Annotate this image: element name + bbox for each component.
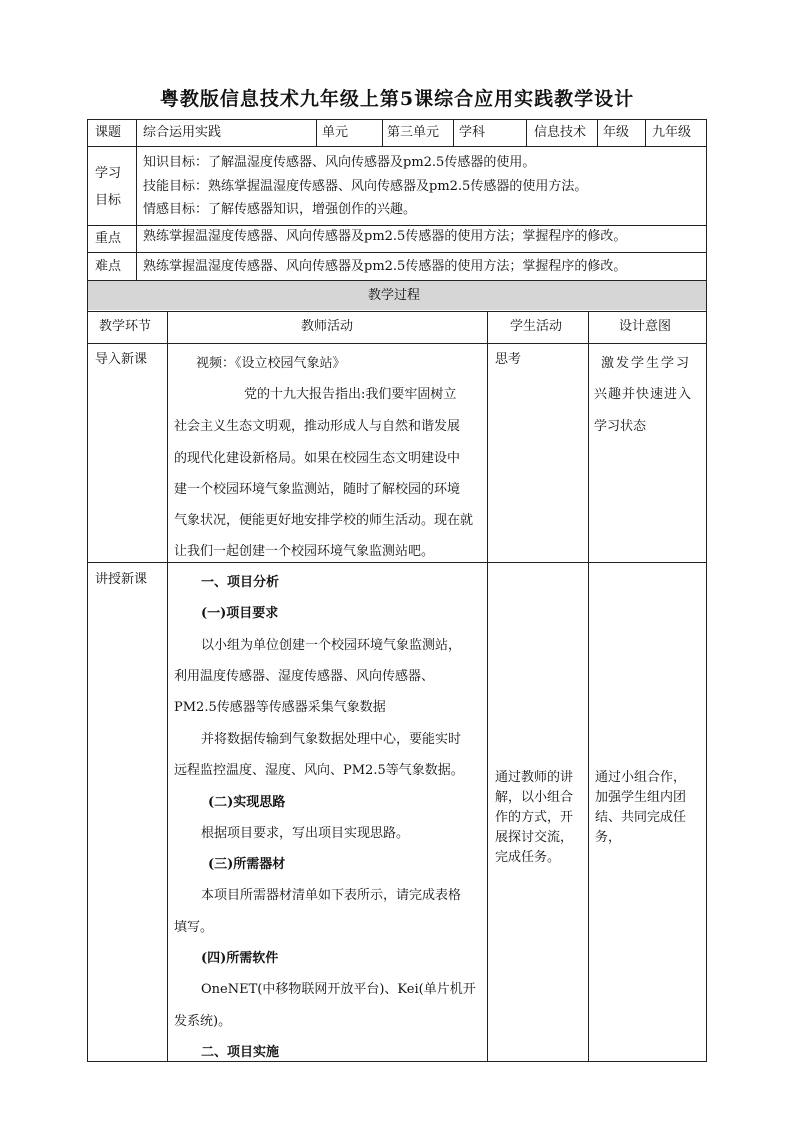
lecture-subheading: (三)所需器材	[208, 857, 286, 872]
label-subject: 学科	[459, 125, 486, 140]
key-point-text: 熟练掌握温湿度传感器、风向传感器及pm2.5传感器的使用方法；掌握程序的修改。	[143, 229, 627, 244]
objective-knowledge: 知识目标：了解温湿度传感器、风向传感器及pm2.5传感器的使用。	[143, 155, 536, 170]
intro-stage: 导入新课	[95, 352, 148, 367]
lecture-teacher-line: OneNET(中移物联网开放平台)、Kei(单片机开	[201, 982, 476, 997]
document-title: 粤教版信息技术九年级上第5课综合应用实践教学设计	[159, 88, 635, 110]
lecture-heading: 一、项目分析	[201, 575, 280, 590]
intro-student: 思考	[495, 352, 522, 367]
intro-teacher-line: 社会主义生态文明观，推动形成人与自然和谐发展	[174, 419, 461, 434]
lecture-teacher-line: 以小组为单位创建一个校园环境气象监测站，	[201, 638, 462, 653]
lecture-intent-line: 务，	[595, 830, 622, 845]
lecture-student-line: 展探讨交流，	[495, 830, 574, 845]
lecture-student-line: 完成任务。	[495, 850, 561, 865]
objective-skill: 技能目标：熟练掌握温湿度传感器、风向传感器及pm2.5传感器的使用方法。	[143, 179, 588, 194]
difficulty-text: 熟练掌握温湿度传感器、风向传感器及pm2.5传感器的使用方法；掌握程序的修改。	[143, 259, 627, 274]
lecture-teacher-line: 填写。	[174, 920, 214, 935]
lecture-intent-line: 加强学生组内团	[595, 790, 687, 805]
column-intent: 设计意图	[619, 319, 672, 334]
intro-intent-line: 兴趣并快速进入	[594, 387, 693, 402]
objectives-label-line2: 目标	[95, 193, 122, 208]
lecture-stage: 讲授新课	[95, 572, 148, 587]
column-stage: 教学环节	[99, 319, 152, 334]
lecture-subheading: (二)实现思路	[208, 795, 286, 810]
grade-value: 九年级	[652, 125, 692, 140]
intro-intent-line: 激发学生学习	[601, 356, 692, 371]
lecture-student-line: 解，以小组合	[495, 790, 574, 805]
key-point-label: 重点	[95, 231, 122, 246]
lecture-student-line: 作的方式，开	[495, 810, 574, 825]
lecture-teacher-line: 利用温度传感器、湿度传感器、风向传感器、	[174, 669, 435, 684]
intro-teacher-line: 建一个校园环境气象监测站，随时了解校园的环境	[174, 482, 461, 497]
lecture-intent-line: 结、共同完成任	[595, 810, 687, 825]
lecture-subheading: (四)所需软件	[201, 951, 279, 966]
lecture-student-line: 通过教师的讲	[495, 770, 574, 785]
unit-value: 第三单元	[387, 125, 440, 140]
objective-emotion: 情感目标：了解传感器知识，增强创作的兴趣。	[143, 202, 417, 217]
lecture-teacher-line: 根据项目要求，写出项目实现思路。	[201, 826, 410, 841]
column-teacher: 教师活动	[301, 319, 354, 334]
lecture-teacher-line: 发系统)。	[174, 1014, 232, 1029]
lecture-teacher-line: PM2.5传感器等传感器采集气象数据	[174, 700, 386, 715]
intro-teacher-line: 党的十九大报告指出:我们要牢固树立	[244, 387, 457, 402]
lecture-subheading: (一)项目要求	[201, 606, 279, 621]
label-grade: 年级	[603, 125, 630, 140]
process-header: 教学过程	[368, 288, 421, 303]
column-student: 学生活动	[510, 319, 563, 334]
subject-value: 信息技术	[534, 125, 587, 140]
label-unit: 单元	[322, 125, 349, 140]
intro-teacher-line: 的现代化建设新格局。如果在校园生态文明建设中	[174, 451, 461, 466]
intro-intent-line: 学习状态	[594, 419, 647, 434]
lecture-heading: 二、项目实施	[201, 1045, 280, 1060]
intro-teacher-line: 气象状况，便能更好地安排学校的师生活动。现在就	[174, 513, 474, 528]
lecture-teacher-line: 本项目所需器材清单如下表所示，请完成表格	[201, 888, 462, 903]
topic-value: 综合运用实践	[143, 125, 222, 140]
lecture-teacher-line: 并将数据传输到气象数据处理中心，要能实时	[201, 732, 462, 747]
objectives-label-line1: 学习	[95, 166, 122, 181]
difficulty-label: 难点	[95, 259, 122, 274]
label-topic: 课题	[95, 125, 122, 140]
lecture-teacher-line: 远程监控温度、湿度、风向、PM2.5等气象数据。	[174, 763, 464, 778]
intro-teacher-line: 视频：《设立校园气象站》	[196, 356, 346, 371]
intro-teacher-line: 让我们一起创建一个校园环境气象监测站吧。	[174, 544, 435, 559]
lecture-intent-line: 通过小组合作，	[595, 770, 687, 785]
